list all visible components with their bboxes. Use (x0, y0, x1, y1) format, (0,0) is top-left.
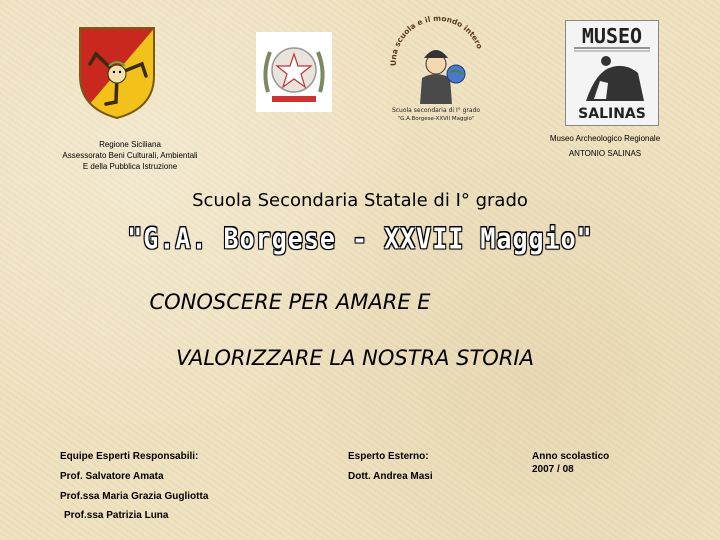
team-member: Prof.ssa Maria Grazia Gugliotta (60, 491, 209, 502)
project-title-line-1: CONOSCERE PER AMARE E (149, 290, 431, 314)
school-logo-arc-text: Una scuola e il mondo intero (388, 13, 485, 67)
school-year-label: Anno scolastico (532, 451, 610, 462)
team-member: Prof.ssa Patrizia Luna (64, 510, 169, 521)
caption-line: E della Pubblica Istruzione (82, 162, 178, 171)
sicily-coat-of-arms-logo (76, 24, 158, 120)
regione-siciliana-caption (40, 139, 220, 172)
school-type-heading: Scuola Secondaria Statale di I° grado (192, 190, 528, 211)
museum-caption (530, 133, 680, 159)
team-label: Equipe Esperti Responsabili: (60, 451, 199, 462)
expert-name: Dott. Andrea Masi (348, 471, 433, 482)
school-year-value: 2007 / 08 (532, 464, 574, 475)
caption-line: Museo Archeologico Regionale (549, 134, 661, 143)
museo-salinas-logo (565, 20, 659, 126)
school-logo (382, 12, 490, 124)
museum-logo-bottom-text: SALINAS (578, 106, 646, 122)
team-member: Prof. Salvatore Amata (60, 471, 164, 482)
caption-line: Assessorato Beni Culturali, Ambientali (62, 151, 198, 160)
expert-label: Esperto Esterno: (348, 451, 429, 462)
caption-line: ANTONIO SALINAS (568, 149, 642, 158)
caption-line: Regione Siciliana (99, 140, 161, 149)
italian-republic-emblem-logo (256, 32, 332, 112)
project-title-line-2: VALORIZZARE LA NOSTRA STORIA (176, 346, 534, 370)
school-logo-caption-2: "G.A.Borgese-XXVII Maggio" (397, 116, 475, 122)
museum-logo-top-text: MUSEO (581, 24, 643, 48)
school-name-heading: "G.A. Borgese - XXVII Maggio" (127, 221, 593, 256)
school-logo-caption-1: Scuola secondaria di I° grado (391, 107, 481, 114)
